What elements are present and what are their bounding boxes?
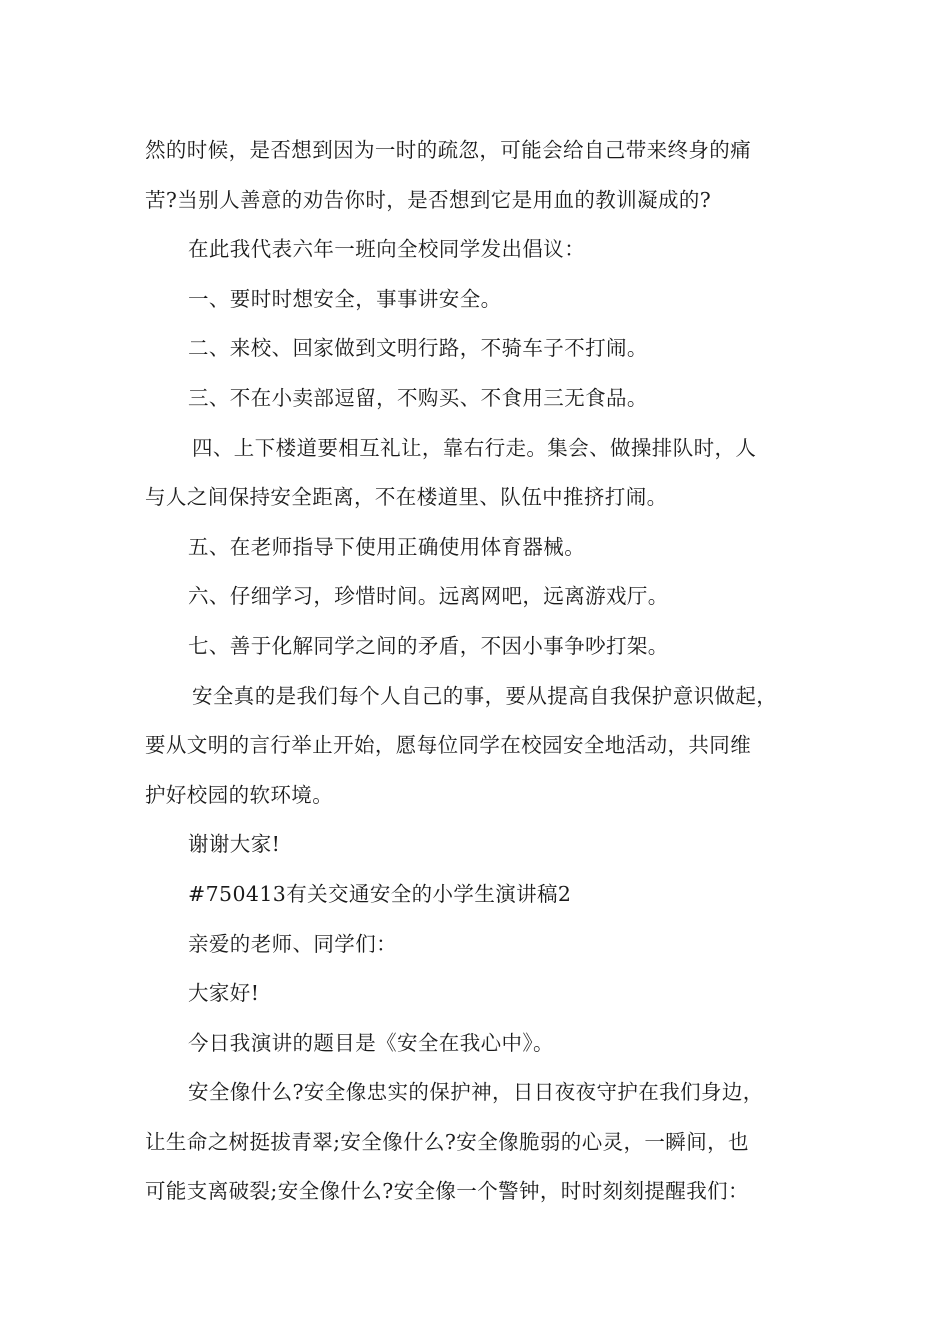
list-item: 五、在老师指导下使用正确使用体育器械。 bbox=[188, 534, 586, 559]
paragraph-line: 要从文明的言行举止开始，愿每位同学在校园安全地活动，共同维 bbox=[145, 733, 752, 758]
paragraph-line: 让生命之树挺拔青翠;安全像什么?安全像脆弱的心灵，一瞬间，也 bbox=[145, 1129, 749, 1154]
salutation: 亲爱的老师、同学们： bbox=[188, 931, 397, 956]
greeting: 大家好! bbox=[188, 981, 260, 1006]
list-item: 七、善于化解同学之间的矛盾，不因小事争吵打架。 bbox=[188, 633, 669, 658]
paragraph-line: 今日我演讲的题目是《安全在我心中》。 bbox=[188, 1030, 554, 1055]
list-item: 六、仔细学习，珍惜时间。远离网吧，远离游戏厅。 bbox=[188, 584, 669, 609]
list-item: 三、不在小卖部逗留，不购买、不食用三无食品。 bbox=[188, 385, 648, 410]
list-item: 四、上下楼道要相互礼让，靠右行走。集会、做操排队时，人 bbox=[192, 435, 757, 460]
list-item: 一、要时时想安全，事事讲安全。 bbox=[188, 286, 502, 311]
closing-line: 谢谢大家! bbox=[188, 832, 281, 857]
paragraph-line: 可能支离破裂;安全像什么?安全像一个警钟，时时刻刻提醒我们： bbox=[145, 1179, 749, 1204]
paragraph-line: 与人之间保持安全距离，不在楼道里、队伍中推挤打闹。 bbox=[145, 485, 668, 510]
section-heading: #750413有关交通安全的小学生演讲稿2 bbox=[188, 881, 572, 906]
paragraph-line: 在此我代表六年一班向全校同学发出倡议： bbox=[188, 237, 586, 262]
paragraph-line: 然的时候，是否想到因为一时的疏忽，可能会给自己带来终身的痛 bbox=[145, 138, 752, 162]
paragraph-line: 安全真的是我们每个人自己的事，要从提高自我保护意识做起， bbox=[192, 683, 778, 708]
document-body bbox=[145, 126, 835, 1217]
paragraph-line: 安全像什么?安全像忠实的保护神，日日夜夜守护在我们身边， bbox=[188, 1080, 764, 1105]
paragraph-line: 苦?当别人善意的劝告你时，是否想到它是用血的教训凝成的? bbox=[145, 187, 712, 212]
paragraph-line: 护好校园的软环境。 bbox=[145, 782, 334, 807]
list-item: 二、来校、回家做到文明行路，不骑车子不打闹。 bbox=[188, 336, 648, 361]
